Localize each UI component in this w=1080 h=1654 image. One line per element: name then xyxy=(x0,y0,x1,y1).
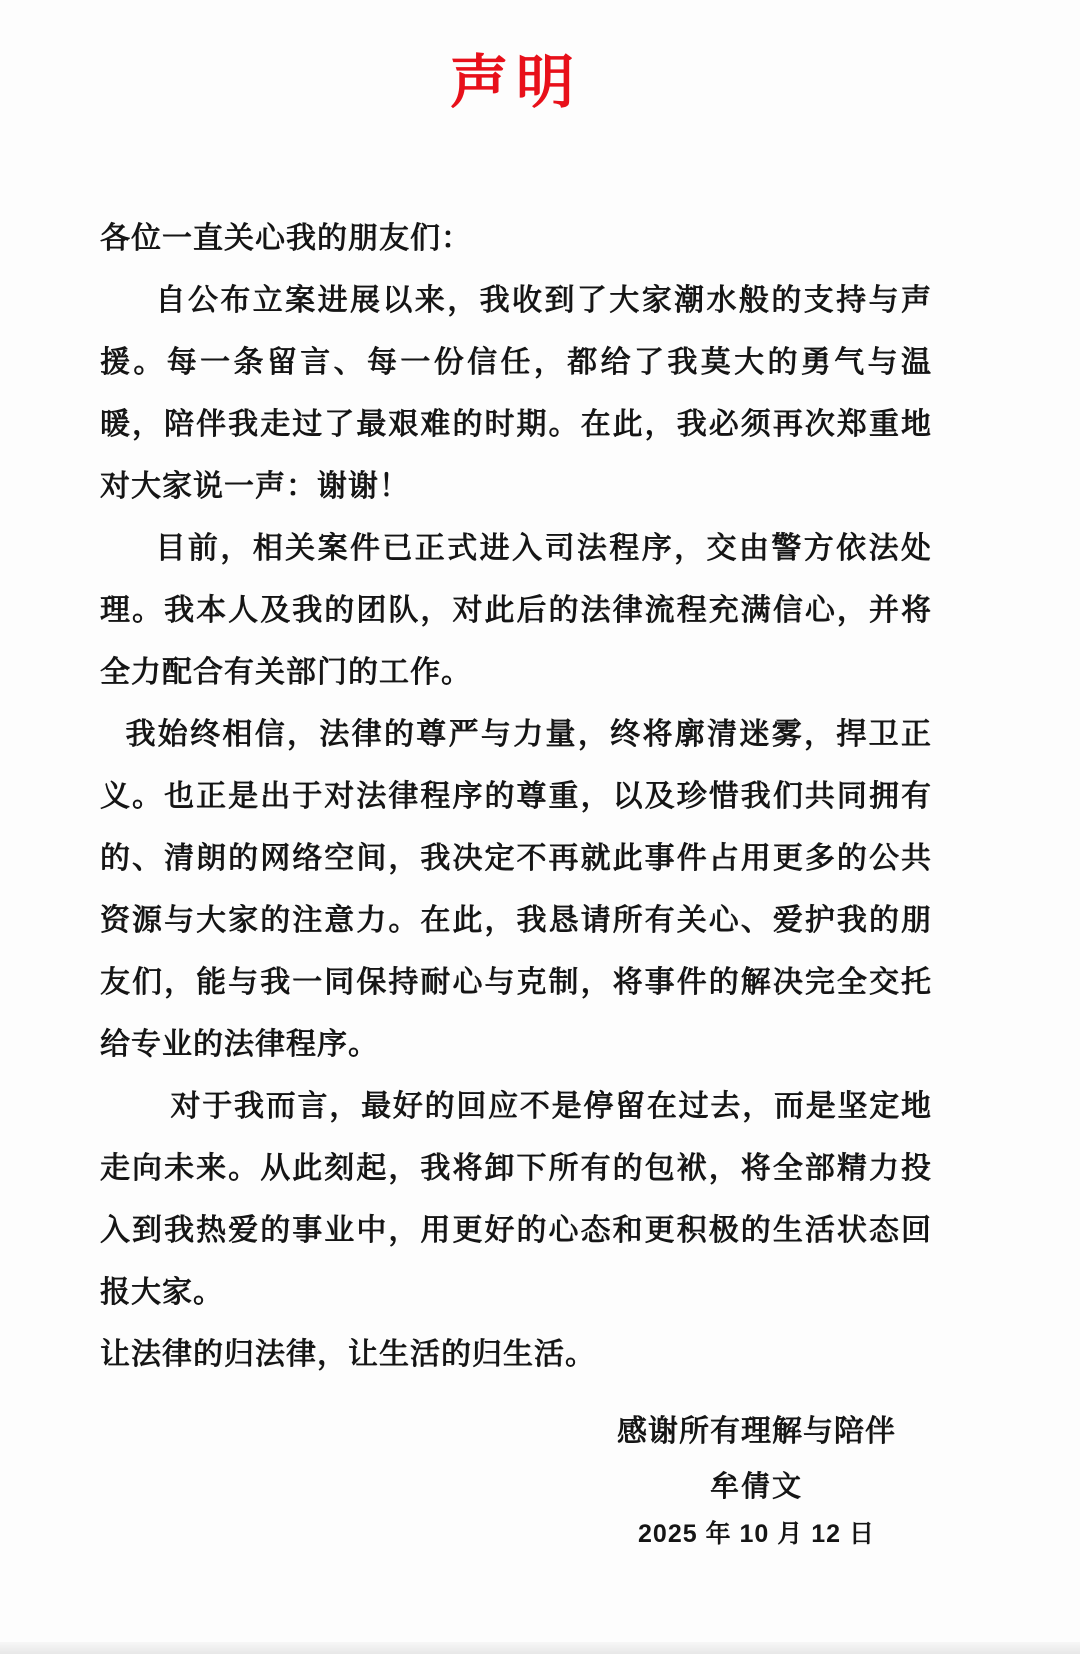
closing-line: 感谢所有理解与陪伴 xyxy=(617,1415,896,1449)
paragraph-moving-forward: 对于我而言，最好的回应不是停留在过去，而是坚定地走向未来。从此刻起，我将卸下所有的包袱，将全部精力投入到我热爱的事业中，用更好的心态和更积极的生活状态回报大家。 xyxy=(100,1090,932,1310)
paragraph-final-line: 让法律的归法律，让生活的归生活。 xyxy=(100,1338,596,1372)
document-body xyxy=(100,208,932,1386)
signer-name: 牟倩文 xyxy=(709,1471,803,1504)
page-bottom-edge xyxy=(0,1642,1080,1654)
document-title: 声明 xyxy=(449,50,582,115)
signature-block xyxy=(617,1402,896,1556)
paragraph-thanks: 自公布立案进展以来，我收到了大家潮水般的支持与声援。每一条留言、每一份信任，都给了我莫大的勇气与温暖，陪伴我走过了最艰难的时期。在此，我必须再次郑重地对大家说一声：谢谢！ xyxy=(100,284,932,504)
paragraph-belief-in-law: 我始终相信，法律的尊严与力量，终将廓清迷雾，捍卫正义。也正是出于对法律程序的尊重，以及珍惜我们共同拥有的、清朗的网络空间，我决定不再就此事件占用更多的公共资源与大家的注意力。在此，我恳请所有关心、爱护我的朋友们，能与我一同保持耐心与克制，将事件的解决完全交托给专业的法律程序。 xyxy=(100,718,932,1062)
signature-date: 2025 年 10 月 12 日 xyxy=(638,1520,875,1549)
paragraph-legal-process: 目前，相关案件已正式进入司法程序，交由警方依法处理。我本人及我的团队，对此后的法律流程充满信心，并将全力配合有关部门的工作。 xyxy=(100,532,932,690)
salutation: 各位一直关心我的朋友们： xyxy=(100,222,472,256)
